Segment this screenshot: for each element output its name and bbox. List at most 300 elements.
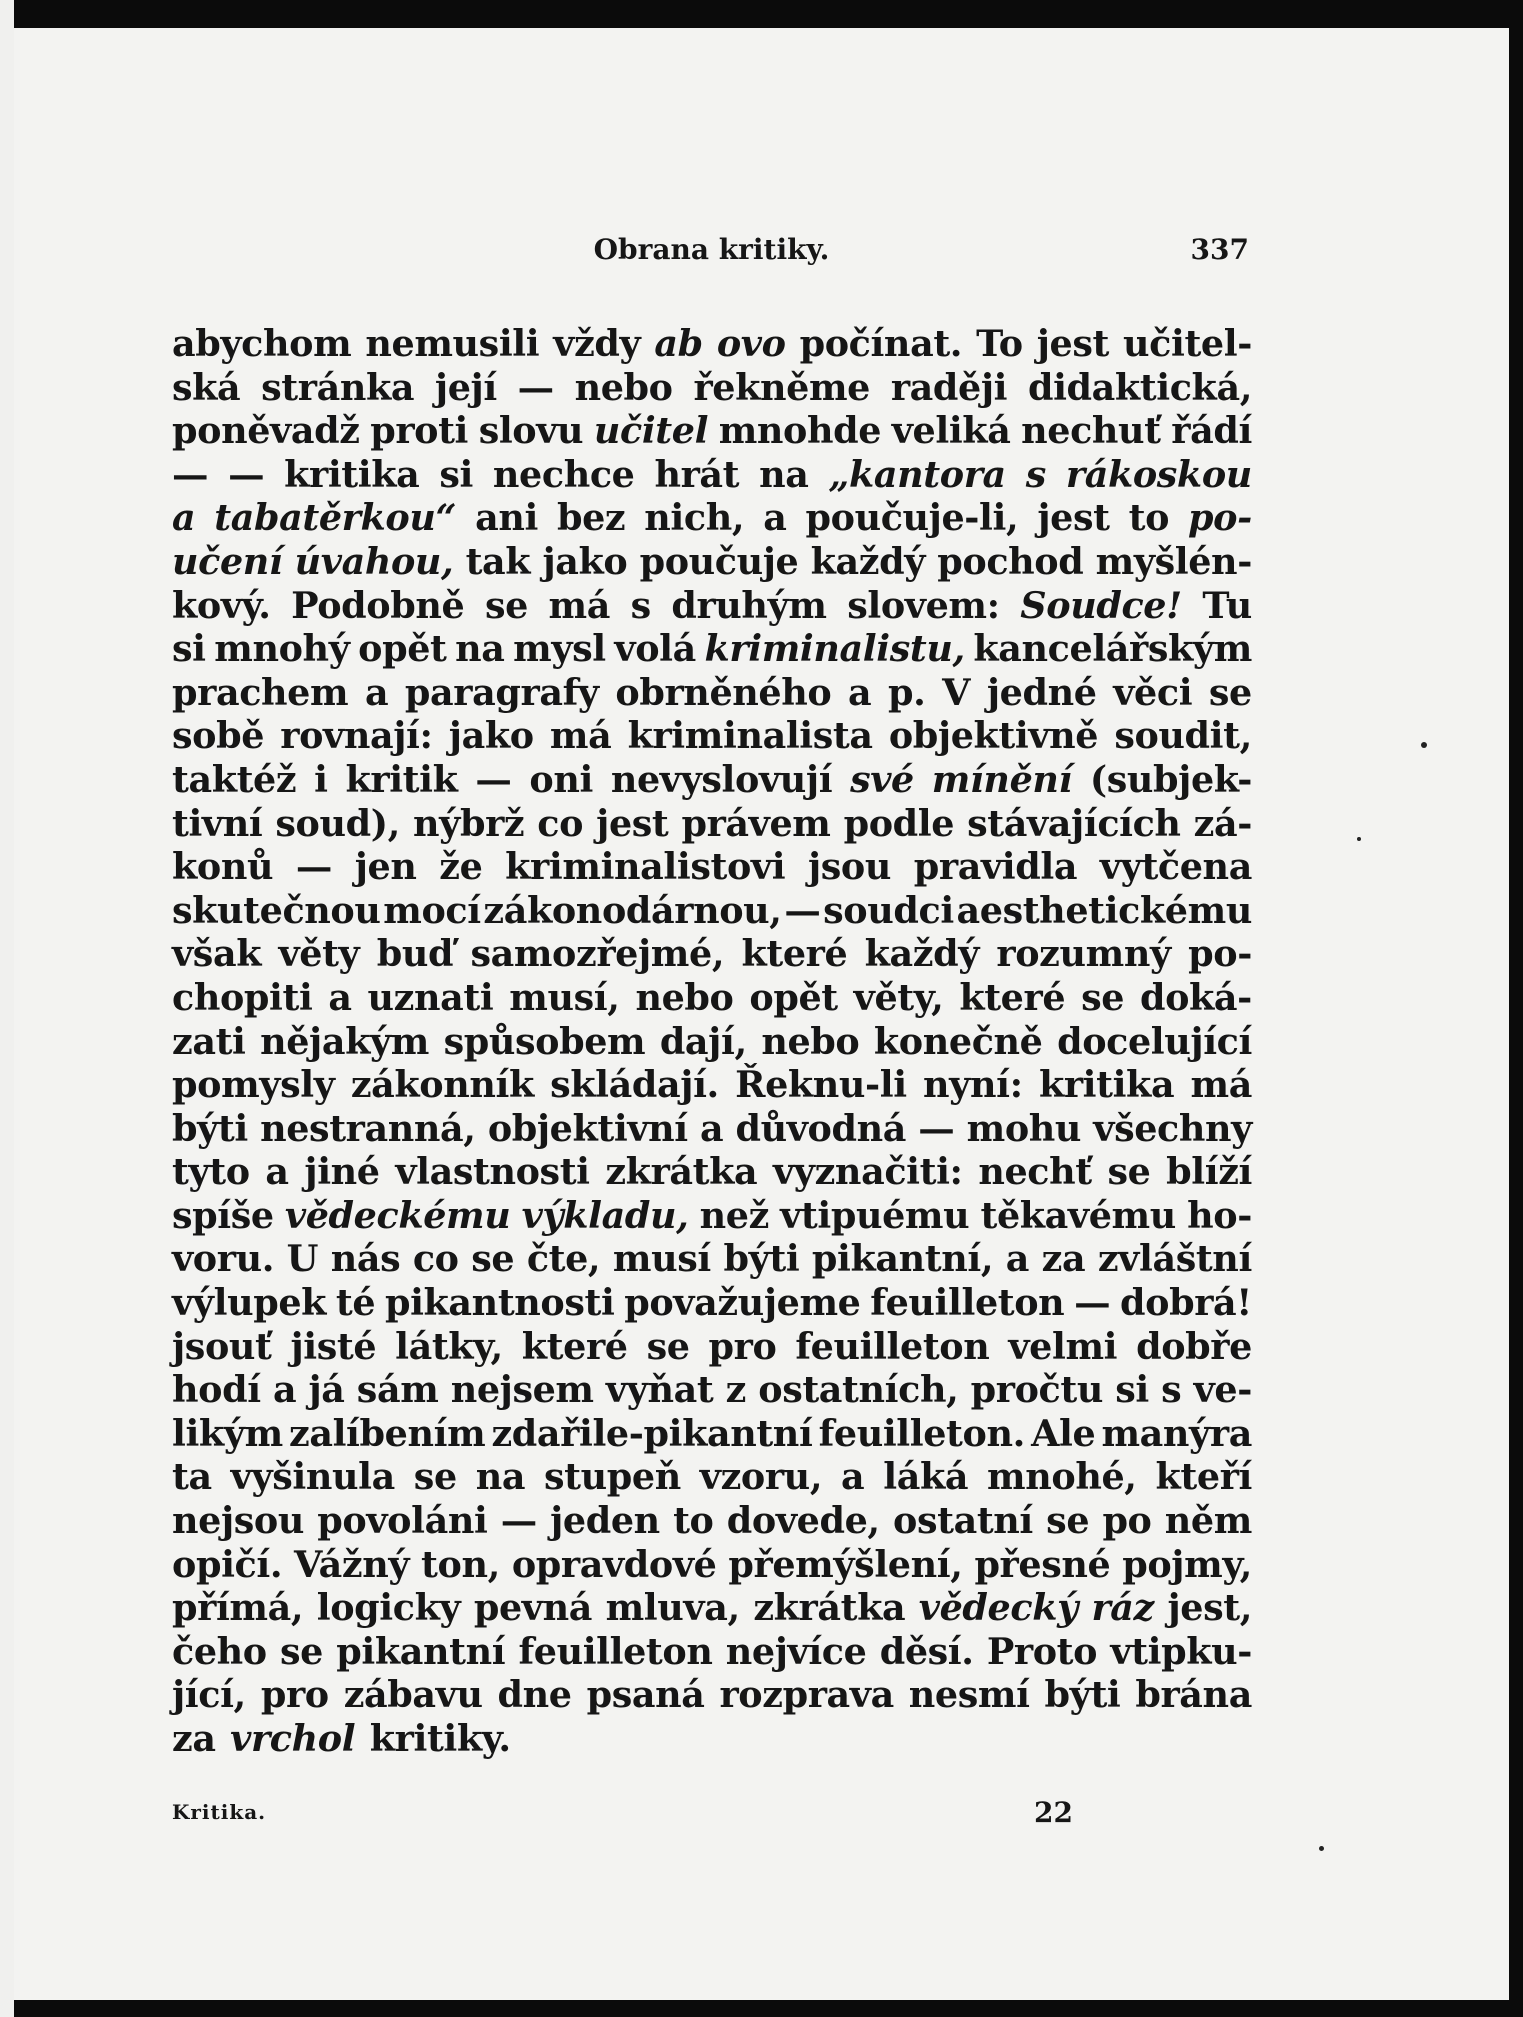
word: býti — [723, 1237, 800, 1281]
word: — — [295, 845, 332, 889]
word: jsou — [807, 845, 891, 889]
text-line — [172, 322, 1252, 366]
word: se — [280, 1629, 323, 1673]
word: konů — [172, 845, 274, 889]
word: a — [265, 1150, 289, 1194]
word: kritiky. — [369, 1717, 511, 1760]
word: má — [1190, 1063, 1252, 1107]
text-line — [172, 1543, 1252, 1587]
word: likým — [172, 1411, 283, 1455]
word: věci — [1113, 670, 1193, 714]
word: rozprava — [719, 1673, 894, 1717]
word: jsouť — [172, 1324, 272, 1368]
word: feuilleton — [870, 1281, 1065, 1325]
word: nějakým — [260, 1019, 430, 1063]
text-line — [172, 540, 1252, 584]
word: nebo — [574, 365, 673, 409]
word: opravdové — [511, 1542, 717, 1586]
word: těkavému — [980, 1193, 1176, 1237]
word: pikantní — [336, 1629, 506, 1673]
word: opět — [358, 627, 447, 671]
word: vtipku- — [1110, 1629, 1252, 1673]
word: voru. — [172, 1237, 275, 1281]
word: věty — [278, 932, 360, 976]
word: Ale — [1031, 1411, 1096, 1455]
word: stávajících — [967, 801, 1181, 845]
text-line — [172, 627, 1252, 671]
word: se — [646, 1324, 690, 1368]
word: aesthetickému — [956, 888, 1252, 932]
word: nich, — [644, 496, 745, 540]
word: čeho — [172, 1629, 267, 1673]
word: věty, — [853, 975, 944, 1019]
word: jest — [1036, 322, 1109, 365]
word: stupeň — [544, 1455, 681, 1499]
text-line — [172, 932, 1252, 976]
text-line — [172, 1281, 1252, 1325]
word: se — [1107, 1150, 1151, 1194]
word: buď — [376, 932, 454, 976]
speck-mark — [1319, 1846, 1324, 1851]
word: si — [172, 627, 206, 671]
word: s — [1025, 452, 1046, 496]
word: skládají. — [550, 1063, 719, 1107]
word: za — [1041, 1237, 1086, 1281]
word: právem — [681, 801, 831, 845]
body-text — [172, 322, 1252, 1761]
text-line — [172, 1063, 1252, 1107]
word: tak — [465, 539, 531, 583]
word: nýbrž — [413, 801, 525, 845]
word: prachem — [172, 670, 349, 714]
word: mohu — [966, 1106, 1082, 1150]
word: každý — [864, 932, 980, 976]
word: přesné — [974, 1542, 1111, 1586]
word: jest, — [1167, 1586, 1252, 1630]
word: kancelářským — [973, 627, 1252, 671]
word: řekněme — [693, 365, 870, 409]
word: stránka — [261, 365, 415, 409]
word: učitel — [593, 409, 709, 453]
word: sám — [356, 1368, 439, 1412]
word: uznati — [367, 975, 494, 1019]
quire-number: 22 — [1034, 1796, 1073, 1829]
text-line — [172, 845, 1252, 889]
word: tabatěrkou“ — [214, 496, 457, 540]
word: docelující — [1057, 1019, 1252, 1063]
word: objektivně — [888, 714, 1099, 758]
word: mnohý — [214, 627, 350, 671]
word: z — [725, 1368, 746, 1412]
word: — — [500, 1499, 537, 1543]
word: po — [1102, 1499, 1152, 1543]
word: mluva, — [605, 1586, 740, 1630]
word: na — [455, 627, 505, 671]
word: proti — [370, 409, 469, 453]
word: nechce — [492, 452, 635, 496]
word: s — [1161, 1368, 1182, 1412]
text-line — [172, 802, 1252, 846]
text-line — [172, 671, 1252, 715]
word: se — [1081, 975, 1125, 1019]
word: láká — [883, 1455, 969, 1499]
word: a — [1005, 1237, 1030, 1281]
word: ve- — [1193, 1368, 1252, 1412]
word: pro — [708, 1324, 777, 1368]
text-line — [172, 1586, 1252, 1630]
word: pročtu — [970, 1368, 1103, 1412]
word: poučuje-li, — [805, 496, 1019, 540]
word: sobě — [172, 714, 265, 758]
word: pikantní, — [811, 1237, 994, 1281]
word: vyňat — [605, 1368, 714, 1412]
word: vtipuému — [780, 1193, 970, 1237]
word: po- — [1188, 932, 1252, 976]
word: čte, — [526, 1237, 601, 1281]
word: feuilleton. — [818, 1411, 1025, 1455]
word: si — [439, 452, 473, 496]
word: pikantnosti — [384, 1281, 615, 1325]
word: a — [763, 496, 787, 540]
word: výlupek — [172, 1281, 327, 1325]
word: každý — [810, 539, 926, 583]
word: má — [549, 714, 612, 758]
word: dobrá! — [1120, 1281, 1252, 1325]
word: jiné — [304, 1150, 380, 1194]
word: spíše — [172, 1193, 274, 1237]
word: co — [537, 801, 584, 845]
word: poučuje — [639, 539, 799, 583]
word: — — [172, 452, 209, 496]
word: se — [413, 1455, 457, 1499]
word: volá — [614, 627, 696, 671]
word: — — [918, 1106, 955, 1150]
word: dne — [497, 1673, 572, 1717]
word: vyznačiti: — [772, 1150, 963, 1194]
word: brána — [1135, 1673, 1252, 1717]
word: i — [314, 757, 328, 801]
word: — — [784, 888, 821, 932]
word: raději — [890, 365, 1008, 409]
word: mínění — [931, 757, 1072, 801]
word: však — [172, 932, 262, 976]
word: si — [1115, 1368, 1149, 1412]
word: zvláštní — [1097, 1237, 1252, 1281]
word: to — [673, 1499, 714, 1543]
word: soud), — [275, 801, 400, 845]
word: doká- — [1139, 975, 1252, 1019]
word: konečně — [873, 1019, 1043, 1063]
word: vždy — [553, 322, 641, 365]
word: které — [741, 932, 848, 976]
word: musí, — [509, 975, 620, 1019]
word: na — [759, 452, 809, 496]
word: dovede, — [726, 1499, 880, 1543]
word: jící, — [172, 1673, 246, 1717]
word: než — [699, 1193, 769, 1237]
word: ton, — [421, 1542, 500, 1586]
word: pro — [260, 1673, 329, 1717]
word: se — [1208, 670, 1252, 714]
text-line — [172, 1630, 1252, 1674]
text-line — [172, 366, 1252, 410]
text-line — [172, 1412, 1252, 1456]
word: (subjek- — [1089, 757, 1252, 801]
text-line — [172, 1237, 1252, 1281]
word: Proto — [986, 1629, 1098, 1673]
word: zati — [172, 1019, 246, 1063]
word: vzoru, — [699, 1455, 823, 1499]
word: se — [1046, 1499, 1090, 1543]
word: abychom — [172, 322, 352, 365]
word: kritika — [1038, 1063, 1175, 1107]
word: objektivní — [487, 1106, 688, 1150]
word: se — [471, 1237, 515, 1281]
word: na — [475, 1455, 526, 1499]
word: — — [1074, 1281, 1111, 1325]
text-line — [172, 1020, 1252, 1064]
text-line — [172, 1150, 1252, 1194]
word: rozumný — [996, 932, 1171, 976]
word: kriminalistu, — [704, 627, 965, 671]
word: výkladu, — [521, 1193, 689, 1237]
word: po- — [1188, 496, 1252, 540]
word: býti — [1044, 1673, 1121, 1717]
word: ab — [654, 322, 703, 365]
word: vytčena — [1099, 845, 1252, 889]
word: mnohde — [718, 409, 882, 453]
word: nevyslovují — [610, 757, 833, 801]
word: ská — [172, 365, 241, 409]
word: dobře — [1136, 1324, 1252, 1368]
book-page — [14, 28, 1509, 2000]
word: nemusili — [365, 322, 540, 365]
text-line — [172, 976, 1252, 1020]
word: „kantora — [828, 452, 1006, 496]
word: jeden — [550, 1499, 660, 1543]
word: zkrátka — [753, 1586, 906, 1630]
word: Tu — [1202, 583, 1252, 627]
word: spůsobem — [443, 1019, 646, 1063]
running-title: Obrana kritiky. — [593, 233, 830, 266]
text-line — [172, 1194, 1252, 1238]
word: a — [848, 670, 872, 714]
word: jest — [596, 801, 669, 845]
word: veliká — [891, 409, 1011, 453]
word: něm — [1164, 1499, 1252, 1543]
word: obrněného — [615, 670, 832, 714]
word: ovo — [716, 322, 786, 365]
word: se — [484, 583, 528, 627]
signature-mark: Kritika. — [172, 1800, 267, 1824]
word: p. — [888, 670, 926, 714]
word: mysl — [513, 627, 606, 671]
word: látky, — [395, 1324, 503, 1368]
word: nechť — [978, 1150, 1092, 1194]
word: taktéž — [172, 757, 297, 801]
word: musí — [612, 1237, 711, 1281]
word: s — [630, 583, 651, 627]
word: V — [942, 670, 971, 714]
word: důvodná — [735, 1106, 907, 1150]
word: podle — [843, 801, 955, 845]
word: nyní: — [923, 1063, 1023, 1107]
word: samozřejmé, — [470, 932, 725, 976]
word: didaktická, — [1027, 365, 1252, 409]
word: nebo — [761, 1019, 860, 1063]
text-line — [172, 1107, 1252, 1151]
word: pochod — [937, 539, 1084, 583]
word: ho- — [1187, 1193, 1252, 1237]
word: rákoskou — [1065, 452, 1252, 496]
word: Podobně — [291, 583, 465, 627]
word: přímá, — [172, 1586, 304, 1630]
word: nejvíce — [725, 1629, 867, 1673]
text-line — [172, 584, 1252, 628]
word: a — [328, 975, 352, 1019]
word: pomysly — [172, 1063, 335, 1107]
word: zdařile-pikantní — [491, 1411, 813, 1455]
word: počínat. — [799, 322, 963, 365]
word: ostatních, — [758, 1368, 959, 1412]
word: dají, — [659, 1019, 747, 1063]
word: a — [841, 1455, 865, 1499]
word: druhým — [671, 583, 827, 627]
text-line — [172, 758, 1252, 802]
word: logicky — [316, 1586, 461, 1630]
text-line — [172, 1673, 1252, 1717]
word: zalíbením — [289, 1411, 486, 1455]
word: velmi — [1008, 1324, 1118, 1368]
word: kritika — [284, 452, 420, 496]
word: a — [272, 1368, 297, 1412]
word: poněvadž — [172, 409, 360, 453]
word: tivní — [172, 801, 263, 845]
word: té — [335, 1281, 376, 1325]
word: soudci — [823, 888, 954, 932]
text-line — [172, 1455, 1252, 1499]
word: zkrátka — [605, 1150, 758, 1194]
text-line — [172, 409, 1252, 453]
word: mocí — [383, 888, 481, 932]
word: to — [1128, 496, 1170, 540]
word: blíží — [1166, 1150, 1252, 1194]
word: jisté — [290, 1324, 377, 1368]
word: tyto — [172, 1150, 250, 1194]
word: býti — [172, 1106, 248, 1150]
word: pevná — [473, 1586, 592, 1630]
text-line — [172, 496, 1252, 540]
word: kteří — [1155, 1455, 1252, 1499]
word: Řeknu-li — [735, 1063, 907, 1107]
speck-mark — [1421, 742, 1427, 748]
word: nejsem — [450, 1368, 594, 1412]
word: hrát — [654, 452, 740, 496]
word: pravidla — [913, 845, 1078, 889]
word: ostatní — [893, 1499, 1033, 1543]
word: opět — [749, 975, 838, 1019]
word: oni — [529, 757, 593, 801]
word: feuilleton — [518, 1629, 713, 1673]
word: paragrafy — [404, 670, 599, 714]
word: — — [228, 452, 265, 496]
word: kriminalistovi — [505, 845, 786, 889]
word: manýra — [1101, 1411, 1252, 1455]
text-line — [172, 714, 1252, 758]
word: všechny — [1093, 1106, 1252, 1150]
word: — — [475, 757, 512, 801]
word: Soudce! — [1020, 583, 1182, 627]
text-line — [172, 1717, 1252, 1761]
word: přemýšlení, — [728, 1542, 963, 1586]
word: slovem: — [847, 583, 1000, 627]
word: vědecký — [918, 1586, 1078, 1630]
word: její — [434, 365, 497, 409]
page-footer — [172, 1796, 1252, 1828]
word: jen — [354, 845, 417, 889]
word: a — [699, 1106, 724, 1150]
word: co — [412, 1237, 459, 1281]
word: psaná — [586, 1673, 705, 1717]
word: pojmy, — [1122, 1542, 1252, 1586]
page-spine-edge — [0, 0, 14, 2017]
word: vrchol — [230, 1717, 356, 1760]
word: chopiti — [172, 975, 313, 1019]
word: zákonodárnou, — [483, 888, 782, 932]
word: To — [976, 322, 1023, 365]
word: a — [364, 670, 389, 714]
word: a — [172, 496, 196, 540]
word: zábavu — [343, 1673, 483, 1717]
word: jest — [1037, 496, 1110, 540]
word: ráz — [1091, 1586, 1154, 1630]
word: vyšinula — [230, 1455, 395, 1499]
word: nejsou — [172, 1499, 304, 1543]
word: skutečnou — [172, 888, 381, 932]
word: já — [308, 1368, 345, 1412]
word: rovnají: — [280, 714, 433, 758]
word: nebo — [635, 975, 734, 1019]
word: feuilleton — [795, 1324, 990, 1368]
text-line — [172, 1499, 1252, 1543]
word: své — [850, 757, 914, 801]
running-header — [174, 233, 1249, 273]
word: nás — [330, 1237, 401, 1281]
word: nestranná, — [260, 1106, 476, 1150]
word: soudit, — [1114, 714, 1252, 758]
word: bez — [556, 496, 626, 540]
speck-mark — [1357, 837, 1361, 841]
word: hodí — [172, 1368, 261, 1412]
text-line — [172, 1325, 1252, 1369]
word: kriminalista — [627, 714, 873, 758]
word: že — [439, 845, 483, 889]
word: vědeckému — [284, 1193, 511, 1237]
text-line — [172, 1368, 1252, 1412]
word: U — [286, 1237, 319, 1281]
word: slovu — [478, 409, 584, 453]
word: za — [172, 1717, 216, 1760]
word: považujeme — [624, 1281, 861, 1325]
word: má — [548, 583, 610, 627]
word: zákonník — [350, 1063, 534, 1107]
word: děsí. — [879, 1629, 974, 1673]
word: nechuť — [1021, 409, 1161, 453]
word: povoláni — [317, 1499, 488, 1543]
word: řádí — [1171, 409, 1252, 453]
word: jako — [448, 714, 534, 758]
word: kový. — [172, 583, 271, 627]
